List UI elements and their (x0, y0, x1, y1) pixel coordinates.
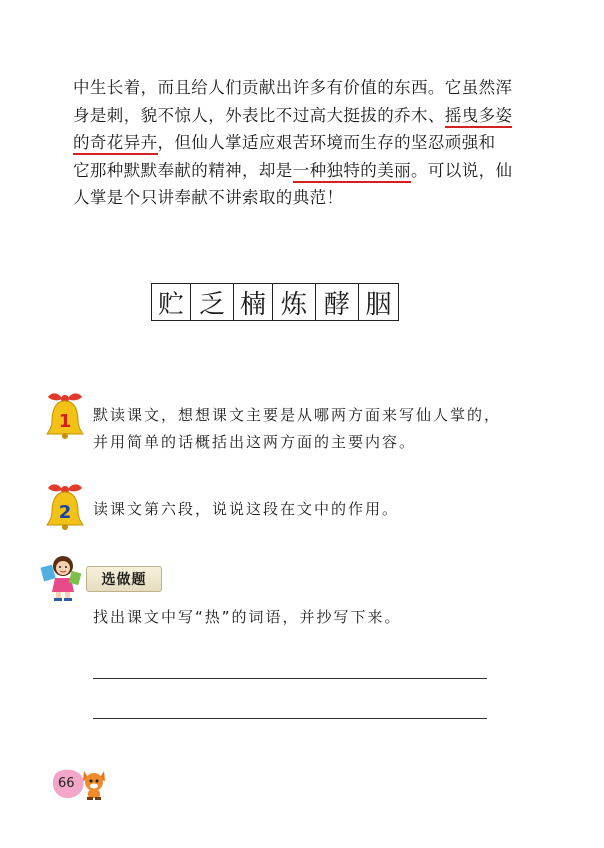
writing-line[interactable] (93, 678, 487, 679)
girl-mascot-icon (40, 552, 86, 602)
paragraph-line-3 (73, 129, 543, 157)
question-1-line-1: 默读课文，想想课文主要是从哪两方面来写仙人掌的， (93, 406, 502, 424)
fox-mascot-icon (79, 767, 109, 801)
bell-number: 1 (58, 411, 72, 432)
page-number: 66 (58, 776, 75, 791)
optional-exercise-tag: 选做题 (86, 566, 162, 592)
paragraph-line-1: 中生长着，而且给人们贡献出许多有价值的东西。它虽然浑 (73, 78, 513, 97)
char-cell: 胭 (365, 289, 392, 320)
optional-exercise-text: 找出课文中写“热”的词语，并抄写下来。 (93, 608, 402, 626)
question-1 (93, 402, 501, 456)
char-cell: 炼 (273, 284, 316, 320)
paragraph-line-5: 人掌是个只讲奉献不讲索取的典范！ (73, 188, 344, 207)
char-cell: 酵 (316, 284, 359, 320)
lesson-paragraph (73, 74, 543, 212)
char-cell: 楠 (234, 284, 273, 320)
char-cell: 贮 (152, 284, 191, 320)
line4-text-a: 它那种默默奉献的精神，却是 (73, 160, 293, 180)
question-1-line-2: 并用简单的话概括出这两方面的主要内容。 (93, 433, 417, 451)
bell-number: 2 (58, 502, 72, 523)
line4-text-c: 。可以说，仙 (411, 160, 513, 180)
bell-icon (42, 480, 88, 532)
paragraph-line-2 (73, 102, 543, 130)
bell-icon (42, 389, 88, 441)
underlined-phrase-1: 摇曳多姿 (445, 106, 513, 128)
line2-text: 身是刺，貌不惊人，外表比不过高大挺拔的乔木、 (73, 105, 445, 125)
char-cell: 乏 (191, 284, 234, 320)
line3-text: ，但仙人掌适应艰苦环境而生存的坚忍顽强和 (157, 133, 496, 152)
underlined-phrase-3: 一种独特的美丽 (293, 161, 411, 183)
question-2: 读课文第六段，说说这段在文中的作用。 (93, 500, 400, 518)
character-grid (151, 283, 399, 321)
writing-line[interactable] (93, 718, 487, 719)
paragraph-line-4 (73, 157, 543, 185)
underlined-phrase-2: 的奇花异卉 (73, 133, 158, 155)
